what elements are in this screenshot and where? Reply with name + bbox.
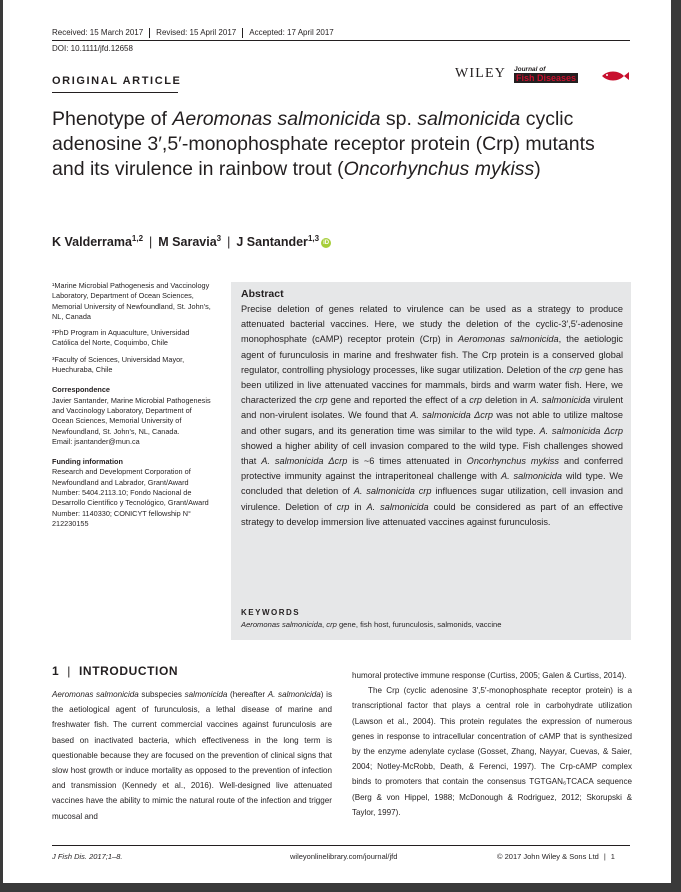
- viewer-edge-left: [0, 0, 3, 892]
- orcid-icon[interactable]: iD: [323, 239, 330, 246]
- header-rule: [52, 40, 630, 41]
- section-number: 1: [52, 664, 60, 678]
- journal-logo-line2: Fish Diseases: [516, 73, 577, 83]
- author-1[interactable]: K Valderrama$^{1,2}$: [52, 234, 144, 250]
- correspondence-email[interactable]: Email: jsantander@mun.ca: [52, 436, 140, 446]
- correspondence-text: Javier Santander, Marine Microbial Pathogenesis and Vaccinology Laboratory, Department of Ocean Sciences, Memorial University of Newfoundland, St. John's, NL, Canada.: [52, 395, 211, 436]
- received-date: Received: 15 March 2017: [52, 28, 144, 37]
- author-separator: |: [227, 235, 231, 250]
- author-separator: |: [149, 235, 153, 250]
- revised-date: Revised: 15 April 2017: [149, 28, 242, 38]
- funding-heading: Funding information: [52, 457, 123, 467]
- funding: [52, 457, 214, 529]
- author-3[interactable]: J Santander$^{1,3}$: [236, 234, 320, 250]
- intro-paragraph-continued: humoral protective immune response (Curtiss, 2005; Galen & Curtiss, 2014).: [352, 671, 627, 680]
- fish-icon: [600, 70, 630, 82]
- author-info-sidebar: [52, 281, 214, 539]
- footer-journal-url[interactable]: wileyonlinelibrary.com/journal/jfd: [290, 852, 398, 861]
- journal-logo: [514, 66, 632, 86]
- abstract-text: Precise deletion of genes related to virulence can be used as a strategy to produce attenuated bacterial vaccines. Here, we study the deletion of the cyclic-3′,5′-adenosine monophosphate (cAMP) receptor protein (Crp) in Aeromonas salmonicida, the aetiologic agent of furunculosis in marine and freshwater fish. The Crp protein is a conserved global regulator, controlling physiology processes, like sugar utilization. Deletion of the crp gene has been utilized in live attenuated vaccines for mammals, birds and warm water fish. Here, we characterized the crp gene and reported the effect of a crp deletion in A. salmonicida virulent and non-virulent isolates. We found that A. salmonicida Δcrp was not able to utilize maltose and other sugars, and its generation time was similar to the wild type. A. salmonicida Δcrp showed a higher ability of cell invasion compared to the wild type. Fish challenges showed that A. salmonicida Δcrp is ~6 times attenuated in Oncorhynchus mykiss and conferred protective immunity against the intraperitoneal challenge with A. salmonicida wild type. We concluded that deletion of A. salmonicida crp influences sugar utilization, cell invasion and virulence. Deletion of crp in A. salmonicida could be considered as part of an effective strategy to develop immersion live attenuated vaccines against furunculosis.: [241, 304, 624, 527]
- viewer-edge-bottom: [0, 883, 681, 892]
- correspondence: [52, 385, 214, 447]
- footer-citation: J Fish Dis. 2017;1–8.: [52, 852, 123, 861]
- affiliation-3: ³Faculty of Sciences, Universidad Mayor, Huechuraba, Chile: [52, 354, 185, 375]
- publisher-logo: WILEY: [455, 66, 507, 81]
- intro-column-right: [352, 668, 632, 820]
- article-dates: [52, 28, 340, 38]
- article-title: Phenotype of Aeromonas salmonicida sp. salmonicida cyclic adenosine 3′,5′-monophosphate receptor protein (Crp) mutants and its virulence in rainbow trout (Oncorhynchus mykiss): [52, 108, 595, 180]
- page-number: 1: [610, 852, 615, 861]
- keywords-list: Aeromonas salmonicida, crp gene, fish host, furunculosis, salmonids, vaccine: [241, 620, 502, 629]
- doi[interactable]: DOI: 10.1111/jfd.12658: [52, 44, 133, 53]
- section-title: INTRODUCTION: [79, 664, 179, 678]
- article-type: ORIGINAL ARTICLE: [52, 75, 182, 87]
- affiliation-2: ²PhD Program in Aquaculture, Universidad Católica del Norte, Coquimbo, Chile: [52, 328, 190, 348]
- article-type-rule: [52, 92, 178, 93]
- footer-copyright: © 2017 John Wiley & Sons Ltd | 1: [497, 852, 615, 861]
- intro-column-left: Aeromonas salmonicida subspecies salmonicida (hereafter A. salmonicida) is the aetiological agent of furunculosis, a lethal disease of marine and freshwater fish. The current commercial vaccines against furunculosis are based on inactivated bacteria, which effectiveness in the long term is questionable because they are focused on the prevention of clinical signs that slow host growth or induce mortality as opposed to the prevention of infection and transmission (Kennedy et al., 2016). Well-designed live attenuated vaccines have the ability to mimic the natural route of the infection and trigger mucosal and: [52, 690, 332, 821]
- abstract-heading: Abstract: [241, 288, 284, 300]
- author-2[interactable]: M Saravia$^3$: [158, 234, 222, 250]
- author-list: [52, 234, 331, 249]
- intro-paragraph-crp: The Crp (cyclic adenosine 3′,5′-monophosphate receptor protein) is a transcriptional factor that plays a central role in carbohydrate utilization (Lawson et al., 2004). This protein regulates the expression of numerous genes in response to intracellular concentration of cAMP that is synthesized by the enzyme adenylate cyclase (Gosset, Zhang, Nayyar, Cuevas, & Saier, 2004; Notley-McRobb, Death, & Ferenci, 1997). The Crp-cAMP complex binds to promoters that contain the consensus TGTGAN₆TCACA sequence (Berg & von Hippel, 1988; McDonough & Rodriguez, 2012; Skorupski & Taylor, 1997).: [352, 686, 632, 817]
- viewer-edge-right: [671, 0, 681, 892]
- accepted-date: Accepted: 17 April 2017: [242, 28, 340, 38]
- funding-text: Research and Development Corporation of Newfoundland and Labrador, Grant/Award Number: 5404.2113.10; Fondo Nacional de Desarrollo Científico y Tecnológico, Grant/Award Number: 1140330; CONICYT fellowship N° 212230155: [52, 467, 209, 528]
- footer-rule: [52, 845, 630, 846]
- journal-logo-line1: Journal of: [514, 66, 546, 73]
- section-heading-introduction: 1 | INTRODUCTION: [52, 664, 179, 678]
- keywords-heading: KEYWORDS: [241, 608, 301, 617]
- correspondence-heading: Correspondence: [52, 385, 110, 395]
- affiliation-1: ¹Marine Microbial Pathogenesis and Vaccinology Laboratory, Department of Ocean Sciences, Memorial University of Newfoundland, St. John's, NL, Canada: [52, 281, 211, 321]
- affiliations: [52, 281, 214, 375]
